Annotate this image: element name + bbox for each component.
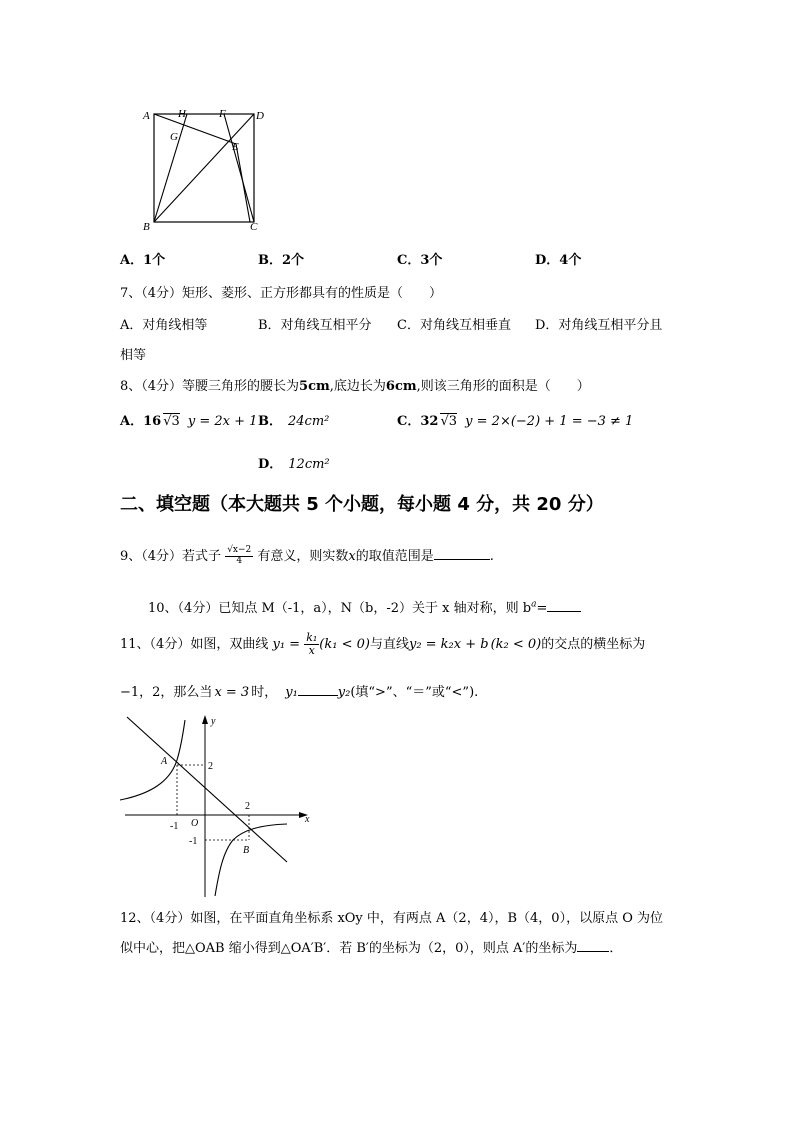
q9-end: . (489, 549, 494, 564)
q10-sup: a (531, 599, 537, 610)
q10-text: 10、（4分）已知点 M（-1，a），N（b，-2）关于 x 轴对称，则 b (148, 601, 532, 616)
q11-line-2 (120, 681, 478, 700)
q9-prefix: 9、（4分）若式子 (120, 549, 222, 564)
q8-option-b-value: 24cm² (288, 414, 330, 429)
q6-option-b[interactable]: B．2个 (258, 253, 305, 268)
q8-stem-b: 5cm (299, 379, 330, 394)
q9-suffix: 的取值范围是 (355, 549, 434, 564)
q9-var: x (348, 549, 356, 564)
q12-answer-blank[interactable] (577, 939, 609, 952)
q8-option-d[interactable] (258, 453, 330, 472)
q7-option-c[interactable]: C．对角线互相垂直 (397, 318, 511, 333)
q8-option-c[interactable]: C．32 √3 y = 2×(−2) + 1 = −3 ≠ 1 (397, 414, 634, 429)
q8-option-b[interactable] (258, 410, 329, 429)
q11-cond2: (k₂ < 0) (490, 637, 542, 653)
label-x-2: 2 (245, 801, 250, 812)
q11-line2-c: (填“>”、“＝”或“<”). (350, 685, 479, 700)
q9-answer-blank[interactable] (434, 547, 490, 560)
q7-stem: 7、（4分）矩形、菱形、正方形都具有的性质是（ ） (120, 286, 443, 301)
q8-stem-d: 6cm (385, 379, 417, 394)
q12-line-1: 12、（4分）如图，在平面直角坐标系 xOy 中，有两点 A（2，4），B（4，0），以原点 O 为位 (120, 911, 663, 926)
label-f: F (219, 108, 226, 120)
q11-line2-y2: y₂ (337, 685, 351, 700)
q7-option-d-continued: 相等 (120, 348, 147, 363)
label-b: B (143, 221, 150, 233)
section-2-heading: 二、填空题（本大题共 5 个小题，每小题 4 分，共 20 分） (120, 494, 604, 515)
q6-option-a[interactable]: A．1个 (120, 253, 166, 268)
q11-line1-c: 的交点的横坐标为 (541, 637, 646, 653)
label-x-neg1: -1 (170, 821, 179, 832)
q10 (148, 597, 581, 616)
q8-option-b-prefix: B． (258, 414, 282, 429)
q7-option-b[interactable]: B．对角线互相平分 (258, 318, 372, 333)
q11-line-1 (120, 632, 645, 657)
q11-line2-x: x = 3 (214, 685, 250, 700)
label-point-a: A (161, 756, 168, 767)
q8-option-c-root: 3 (448, 414, 458, 429)
label-x-axis: x (305, 814, 310, 825)
hyperbola-branch-right (215, 824, 287, 896)
q11-y2: y₂ = k₂x + b (408, 637, 489, 653)
q9-mid: 有意义，则实数 (257, 549, 349, 564)
q11-frac-den: x (308, 644, 315, 658)
q8-option-d-value: 12cm² (288, 457, 330, 472)
q11-line2-y1: y₁ (285, 685, 298, 700)
label-y-neg1: -1 (189, 836, 198, 847)
q8-option-d-prefix: D． (258, 457, 283, 472)
q8-option-c-extra: y = 2×(−2) + 1 = −3 ≠ 1 (465, 414, 634, 429)
q11-cond1: (k₁ < 0) (319, 637, 370, 653)
q11-frac-num: k₁ (306, 631, 318, 644)
q11-line2-b: 时， (251, 685, 278, 700)
q9 (120, 545, 494, 567)
q10-answer-blank[interactable] (547, 599, 581, 612)
q8-option-a[interactable]: A．16 √3 y = 2x + 1 (120, 414, 258, 429)
label-d: D (256, 110, 264, 122)
q8-option-a-prefix: A．16 (120, 414, 162, 429)
q8-option-a-extra: y = 2x + 1 (187, 414, 258, 429)
label-y-2: 2 (208, 761, 213, 772)
q11-line1-b: 与直线 (369, 637, 409, 653)
q11-answer-blank[interactable] (298, 683, 338, 696)
q9-frac-num: √x−2 (227, 545, 252, 556)
q8-stem-c: ,底边长为 (329, 379, 386, 394)
label-h: H (178, 108, 186, 120)
q11-y1: y₁ = (272, 637, 301, 653)
q12-line-2 (120, 937, 622, 956)
q8-option-c-prefix: C．32 (397, 414, 439, 429)
q6-square-figure (140, 104, 270, 234)
q8-stem-a: 8、（4分）等腰三角形的腰长为 (120, 379, 300, 394)
q12-end: ． (609, 941, 623, 956)
y-axis-arrow (202, 715, 208, 724)
q6-option-d[interactable]: D．4个 (535, 253, 582, 268)
q12-line2-text: 似中心，把△OAB 缩小得到△OA′B′．若 B′的坐标为（2，0），则点 A′的坐标为 (120, 941, 578, 956)
q10-end: = (536, 601, 548, 616)
q11-line1-a: 11、（4分）如图，双曲线 (120, 637, 269, 653)
q8-option-a-root: 3 (171, 414, 180, 429)
label-point-b: B (243, 845, 250, 856)
label-e: E (232, 141, 239, 153)
label-y-axis: y (211, 716, 216, 727)
q6-option-c[interactable]: C．3个 (397, 253, 443, 268)
q9-frac-den: 4 (236, 556, 243, 566)
q7-option-d[interactable]: D．对角线互相平分且 (535, 318, 663, 333)
q7-option-a[interactable]: A．对角线相等 (120, 318, 208, 333)
label-c: C (250, 221, 258, 233)
q11-graph (115, 712, 325, 902)
q11-line2-a: −1，2，那么当 (120, 685, 213, 700)
label-origin: O (191, 818, 199, 829)
q8-stem-e: ,则该三角形的面积是（ ） (416, 379, 590, 394)
label-a: A (143, 110, 150, 122)
q8-stem (120, 375, 590, 394)
label-g: G (170, 131, 178, 143)
